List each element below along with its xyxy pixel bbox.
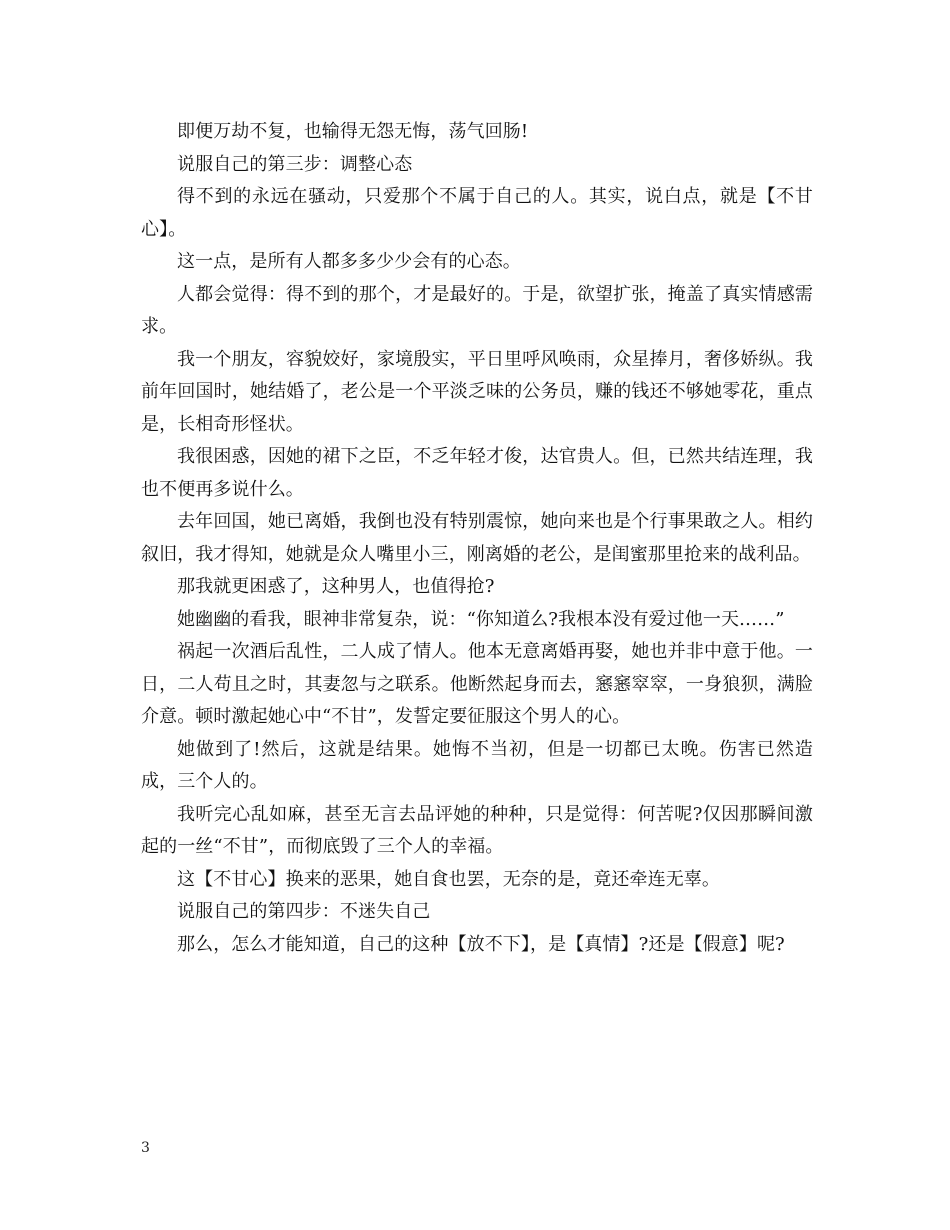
paragraph-10: 她幽幽的看我，眼神非常复杂，说：“你知道么?我根本没有爱过他一天……” <box>177 608 785 630</box>
section-heading-step-3: 说服自己的第三步：调整心态 <box>177 153 413 175</box>
paragraph-3: 得不到的永远在骚动，只爱那个不属于自己的人。其实，说白点，就是【不甘心】。 <box>141 186 813 240</box>
page-number: 3 <box>141 1140 150 1156</box>
paragraph-1: 即便万劫不复，也输得无怨无悔，荡气回肠! <box>177 121 529 142</box>
paragraph-8: 去年回国，她已离婚，我倒也没有特别震惊，她向来也是个行事果敢之人。相约叙旧，我才得知，她就是众人嘴里小三，刚离婚的老公，是闺蜜那里抢来的战利品。 <box>141 511 813 565</box>
document-body <box>141 116 813 961</box>
paragraph-6: 我一个朋友，容貌姣好，家境殷实，平日里呼风唤雨，众星捧月，奢侈娇纵。我前年回国时，她结婚了，老公是一个平淡乏味的公务员，赚的钱还不够她零花，重点是，长相奇形怪状。 <box>141 348 813 435</box>
paragraph-12: 她做到了!然后，这就是结果。她悔不当初，但是一切都已太晚。伤害已然造成，三个人的。 <box>141 738 813 792</box>
paragraph-4: 这一点，是所有人都多多少少会有的心态。 <box>177 251 521 272</box>
paragraph-14: 这【不甘心】换来的恶果，她自食也罢，无奈的是，竟还牵连无辜。 <box>177 868 720 890</box>
paragraph-13: 我听完心乱如麻，甚至无言去品评她的种种，只是觉得：何苦呢?仅因那瞬间激起的一丝“不甘”，而彻底毁了三个人的幸福。 <box>141 803 813 857</box>
section-heading-step-4: 说服自己的第四步：不迷失自己 <box>177 901 431 922</box>
paragraph-7: 我很困惑，因她的裙下之臣，不乏年轻才俊，达官贵人。但，已然共结连理，我也不便再多说什么。 <box>141 446 813 500</box>
paragraph-16: 那么，怎么才能知道，自己的这种【放不下】，是【真情】?还是【假意】呢? <box>177 933 785 955</box>
paragraph-5: 人都会觉得：得不到的那个，才是最好的。于是，欲望扩张，掩盖了真实情感需求。 <box>141 283 813 337</box>
paragraph-9: 那我就更困惑了，这种男人，也值得抢? <box>177 576 495 597</box>
paragraph-11: 祸起一次酒后乱性，二人成了情人。他本无意离婚再娶，她也并非中意于他。一日，二人苟且之时，其妻忽与之联系。他断然起身而去，窸窸窣窣，一身狼狈，满脸介意。顿时激起她心中“不甘”，发誓定要征服这个男人的心。 <box>141 641 813 727</box>
